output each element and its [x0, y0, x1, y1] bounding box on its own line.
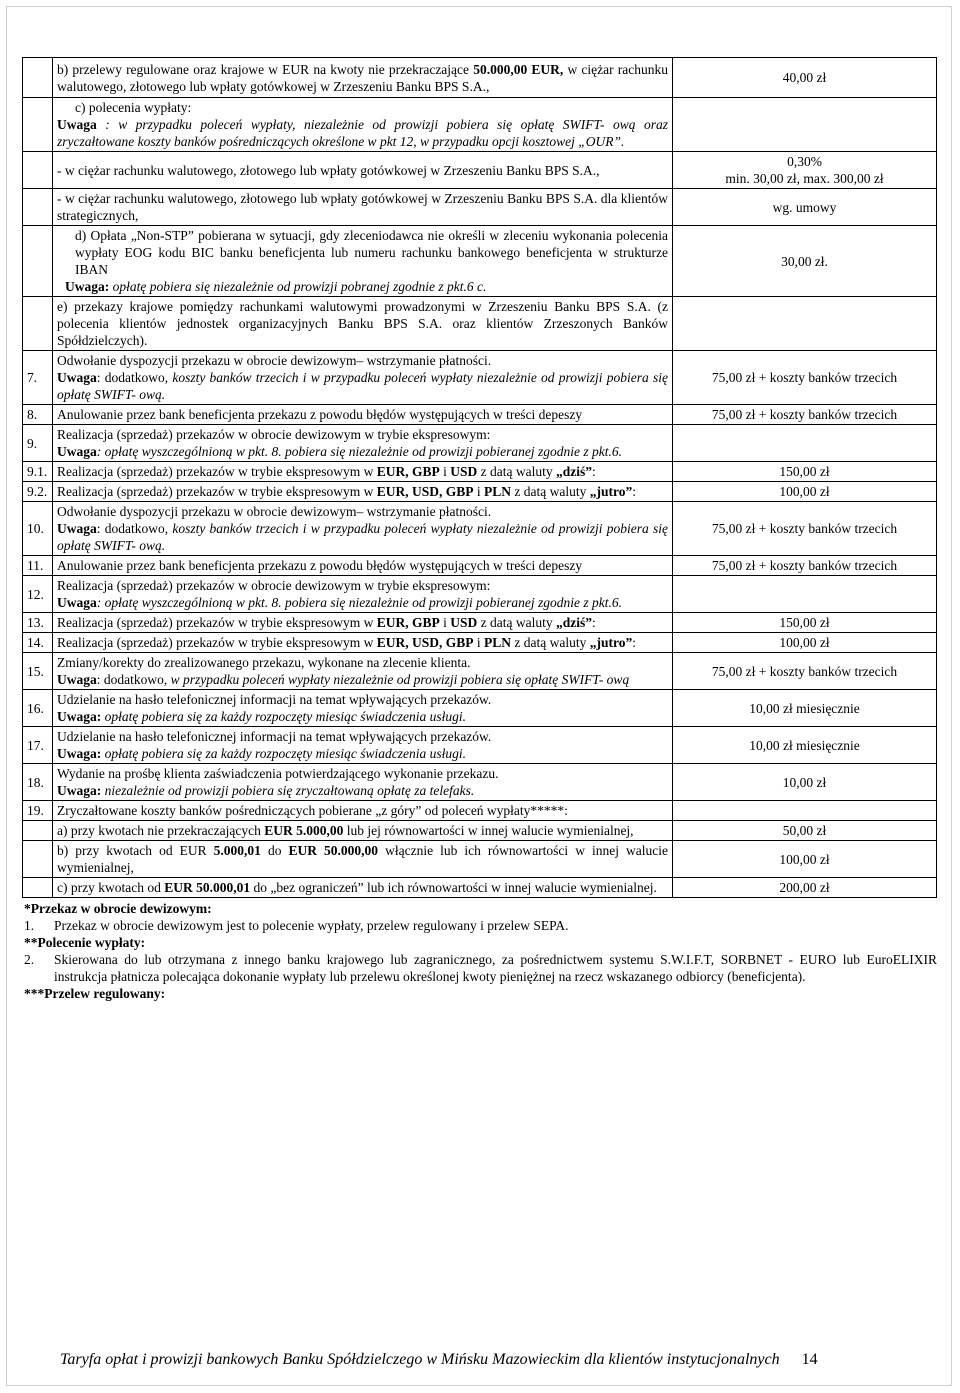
row-description: Zmiany/korekty do zrealizowanego przekazu, wykonane na zlecenie klienta. Uwaga: dodatkowo, w przypadku poleceń wypłaty niezależnie od prowizji pobiera się opłatę SWIFT- ową: [53, 653, 673, 690]
row-description: - w ciężar rachunku walutowego, złotowego lub wpłaty gotówkowej w Zrzeszeniu Banku BPS S.A. dla klientów strategicznych,: [53, 189, 673, 226]
row-description: Realizacja (sprzedaż) przekazów w trybie ekspresowym w EUR, USD, GBP i PLN z datą waluty „jutro”:: [53, 482, 673, 502]
note-item: 2. Skierowana do lub otrzymana z innego banku krajowego lub zagranicznego, za pośrednictwem systemu S.W.I.F.T, SORBNET - EURO lub EuroELIXIR instrukcja płatnicza polecająca dokonanie wypłaty lub przelewu określonej kwoty pieniężnej na rzecz wskazanego odbiorcy (beneficjenta).: [24, 952, 937, 984]
row-number: 9.1.: [23, 462, 53, 482]
row-description: Odwołanie dyspozycji przekazu w obrocie dewizowym– wstrzymanie płatności. Uwaga: dodatkowo, koszty banków trzecich i w przypadku poleceń wypłaty niezależnie od prowizji pobiera się opłatę SWIFT- ową.: [53, 502, 673, 556]
row-number: 10.: [23, 502, 53, 556]
row-description: Zryczałtowane koszty banków pośredniczących pobierane „z góry” od poleceń wypłaty*****:: [53, 801, 673, 821]
row-number: 11.: [23, 556, 53, 576]
row-fee: 100,00 zł: [673, 482, 937, 502]
table-row: [23, 405, 937, 425]
row-fee: 10,00 zł miesięcznie: [673, 690, 937, 727]
table-row: [23, 482, 937, 502]
footer-title: Taryfa opłat i prowizji bankowych Banku Spółdzielczego w Mińsku Mazowieckim dla klientów instytucjonalnych: [60, 1351, 780, 1368]
row-description: Odwołanie dyspozycji przekazu w obrocie dewizowym– wstrzymanie płatności. Uwaga: dodatkowo, koszty banków trzecich i w przypadku poleceń wypłaty niezależnie od prowizji pobiera się opłatę SWIFT- ową.: [53, 351, 673, 405]
row-number: 13.: [23, 613, 53, 633]
row-number: 12.: [23, 576, 53, 613]
table-row: [23, 841, 937, 878]
row-description: - w ciężar rachunku walutowego, złotowego lub wpłaty gotówkowej w Zrzeszeniu Banku BPS S.A.,: [53, 152, 673, 189]
row-fee: 50,00 zł: [673, 821, 937, 841]
table-row: [23, 727, 937, 764]
fee-document: [22, 57, 937, 1002]
row-fee: wg. umowy: [673, 189, 937, 226]
row-number: 15.: [23, 653, 53, 690]
table-row: [23, 58, 937, 98]
note-item: 1. Przekaz w obrocie dewizowym jest to polecenie wypłaty, przelew regulowany i przelew SEPA.: [24, 918, 569, 933]
note-heading: **Polecenie wypłaty:: [24, 935, 146, 950]
row-fee: 75,00 zł + koszty banków trzecich: [673, 653, 937, 690]
row-description: b) przelewy regulowane oraz krajowe w EUR na kwoty nie przekraczające 50.000,00 EUR, w ciężar rachunku walutowego, złotowego lub wpłaty gotówkowej w Zrzeszeniu Banku BPS S.A.,: [53, 58, 673, 98]
table-row: [23, 502, 937, 556]
row-fee: 10,00 zł miesięcznie: [673, 727, 937, 764]
row-description: a) przy kwotach nie przekraczających EUR 5.000,00 lub jej równowartości w innej walucie wymienialnej,: [53, 821, 673, 841]
table-row: [23, 878, 937, 898]
table-row: [23, 764, 937, 801]
row-fee: 10,00 zł: [673, 764, 937, 801]
row-fee: 75,00 zł + koszty banków trzecich: [673, 405, 937, 425]
table-row: [23, 462, 937, 482]
row-description: e) przekazy krajowe pomiędzy rachunkami walutowymi prowadzonymi w Zrzeszeniu Banku BPS S.A. (z polecenia klientów jednostek organizacyjnych Banku BPS S.A. oraz klientów Zrzeszonych Banków Spółdzielczych).: [53, 297, 673, 351]
table-row: [23, 576, 937, 613]
row-fee: 30,00 zł.: [673, 226, 937, 297]
row-number: 9.2.: [23, 482, 53, 502]
row-description: Realizacja (sprzedaż) przekazów w trybie ekspresowym w EUR, GBP i USD z datą waluty „dziś”:: [53, 613, 673, 633]
note-heading: *Przekaz w obrocie dewizowym:: [24, 901, 212, 916]
table-row: [23, 351, 937, 405]
row-number: 7.: [23, 351, 53, 405]
table-row: [23, 556, 937, 576]
table-row: [23, 98, 937, 152]
row-description: Realizacja (sprzedaż) przekazów w trybie ekspresowym w EUR, USD, GBP i PLN z datą waluty „jutro”:: [53, 633, 673, 653]
table-row: [23, 821, 937, 841]
row-description: Realizacja (sprzedaż) przekazów w trybie ekspresowym w EUR, GBP i USD z datą waluty „dziś”:: [53, 462, 673, 482]
row-fee: 75,00 zł + koszty banków trzecich: [673, 502, 937, 556]
row-fee: 100,00 zł: [673, 633, 937, 653]
footnotes: [22, 898, 937, 1002]
row-description: Anulowanie przez bank beneficjenta przekazu z powodu błędów występujących w treści depeszy: [53, 405, 673, 425]
table-row: [23, 226, 937, 297]
row-number: 19.: [23, 801, 53, 821]
table-row: [23, 297, 937, 351]
page-number: 14: [801, 1351, 818, 1368]
row-description: Udzielanie na hasło telefonicznej informacji na temat wpływających przekazów. Uwaga: opłatę pobiera się za każdy rozpoczęty miesiąc świadczenia usługi.: [53, 690, 673, 727]
row-number: 18.: [23, 764, 53, 801]
row-description: c) przy kwotach od EUR 50.000,01 do „bez ograniczeń” lub ich równowartości w innej walucie wymienialnej.: [53, 878, 673, 898]
table-row: [23, 189, 937, 226]
page-footer: [60, 1351, 818, 1368]
row-fee: 0,30% min. 30,00 zł, max. 300,00 zł: [673, 152, 937, 189]
row-description: d) Opłata „Non-STP” pobierana w sytuacji, gdy zleceniodawca nie określi w zleceniu wykonania polecenia wypłaty EOG kodu BIC banku beneficjenta lub numeru rachunku bankowego beneficjenta w strukturze IBAN Uwaga: opłatę pobiera się niezależnie od prowizji pobranej zgodnie z pkt.6 c.: [53, 226, 673, 297]
row-description: c) polecenia wypłaty: Uwaga : w przypadku poleceń wypłaty, niezależnie od prowizji pobiera się opłatę SWIFT- ową oraz zryczałtowane koszty banków pośredniczących określone w pkt 12, w przypadku opcji kosztowej „OUR”.: [53, 98, 673, 152]
table-row: [23, 425, 937, 462]
table-row: [23, 633, 937, 653]
row-number: 16.: [23, 690, 53, 727]
note-heading: ***Przelew regulowany:: [24, 986, 166, 1001]
row-fee: 100,00 zł: [673, 841, 937, 878]
table-row: [23, 152, 937, 189]
row-description: Realizacja (sprzedaż) przekazów w obrocie dewizowym w trybie ekspresowym: Uwaga: opłatę wyszczególnioną w pkt. 8. pobiera się niezależnie od prowizji pobieranej zgodnie z pkt.6.: [53, 576, 673, 613]
table-row: [23, 801, 937, 821]
row-fee: 150,00 zł: [673, 613, 937, 633]
fee-table: [22, 57, 937, 898]
row-number: 17.: [23, 727, 53, 764]
row-fee: 75,00 zł + koszty banków trzecich: [673, 351, 937, 405]
row-description: Realizacja (sprzedaż) przekazów w obrocie dewizowym w trybie ekspresowym: Uwaga: opłatę wyszczególnioną w pkt. 8. pobiera się niezależnie od prowizji pobieranej zgodnie z pkt.6.: [53, 425, 673, 462]
row-fee: 75,00 zł + koszty banków trzecich: [673, 556, 937, 576]
row-number: 9.: [23, 425, 53, 462]
row-fee: 40,00 zł: [673, 58, 937, 98]
row-description: Anulowanie przez bank beneficjenta przekazu z powodu błędów występujących w treści depeszy: [53, 556, 673, 576]
row-description: b) przy kwotach od EUR 5.000,01 do EUR 50.000,00 włącznie lub ich równowartości w innej walucie wymienialnej,: [53, 841, 673, 878]
row-description: Wydanie na prośbę klienta zaświadczenia potwierdzającego wykonanie przekazu. Uwaga: niezależnie od prowizji pobiera się zryczałtowaną opłatę za telefaks.: [53, 764, 673, 801]
table-row: [23, 613, 937, 633]
row-fee: 150,00 zł: [673, 462, 937, 482]
row-number: 8.: [23, 405, 53, 425]
row-number: [23, 58, 53, 98]
row-fee: 200,00 zł: [673, 878, 937, 898]
row-number: 14.: [23, 633, 53, 653]
table-row: [23, 653, 937, 690]
table-row: [23, 690, 937, 727]
row-description: Udzielanie na hasło telefonicznej informacji na temat wpływających przekazów. Uwaga: opłatę pobiera się za każdy rozpoczęty miesiąc świadczenia usługi.: [53, 727, 673, 764]
